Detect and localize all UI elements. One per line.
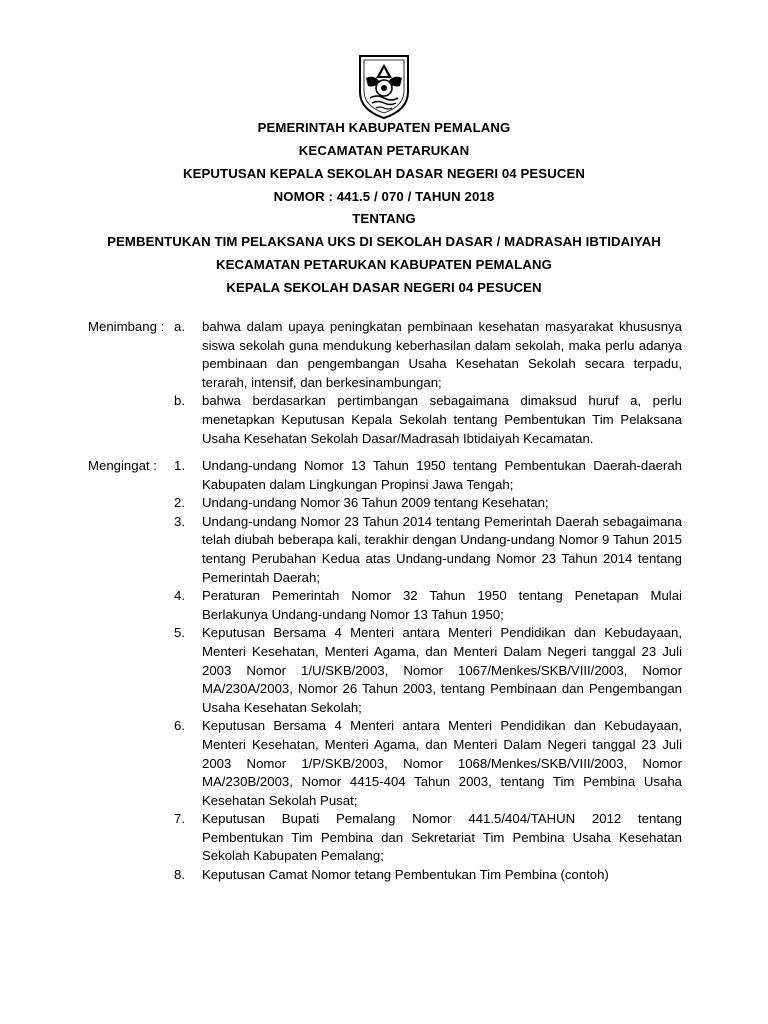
list-item [0,513,768,587]
heading-line-4: NOMOR : 441.5 / 070 / TAHUN 2018 [273,189,495,204]
list-item [0,318,768,392]
list-item [0,392,768,448]
mengingat-list [0,457,768,885]
item-marker: 6. [174,718,185,734]
list-item [0,494,768,513]
item-marker: 3. [174,513,185,529]
heading-line-8: KEPALA SEKOLAH DASAR NEGERI 04 PESUCEN [226,280,542,295]
heading-line-7: KECAMATAN PETARUKAN KABUPATEN PEMALANG [216,257,552,272]
item-text: Peraturan Pemerintah Nomor 32 Tahun 1950 tentang Penetapan Mulai Berlakunya Undang-undang Nomor 13 Tahun 1950; [202,588,682,622]
item-text: bahwa berdasarkan pertimbangan sebagaimana dimaksud huruf a, perlu menetapkan Keputusan Kepala Sekolah tentang Pembentukan Tim Pelaksana Usaha Kesehatan Sekolah Dasar/Madrasah Ibtidaiyah Kecamatan. [202,393,682,446]
menimbang-list [0,318,768,448]
heading-line-2: KECAMATAN PETARUKAN [298,143,470,158]
heading-line-5: TENTANG [352,211,416,226]
item-text: Keputusan Camat Nomor tetang Pembentukan Tim Pembina (contoh) [202,867,609,883]
list-item [0,810,768,866]
list-item [0,717,768,810]
item-text: Undang-undang Nomor 23 Tahun 2014 tentang Pemerintah Daerah sebagaimana telah diubah beberapa kali, terakhir dengan Undang-undang Nomor 9 Tahun 2015 tentang Perubahan Kedua atas Undang-undang Nomor 23 Tahun 2014 tentang Pemerintah Daerah; [202,513,682,585]
list-item [0,866,768,885]
item-text: Keputusan Bersama 4 Menteri antara Menteri Pendidikan dan Kebudayaan, Menteri Kesehatan, Menteri Agama, dan Menteri Dalam Negeri tanggal 23 Juli 2003 Nomor 1/U/SKB/2003, Nomor 1067/Menkes/SKB/VIII/2003, Nomor MA/230A/2003, Nomor 26 Tahun 2003, tentang Pembinaan dan Pengembangan Usaha Kesehatan Sekolah; [202,625,682,715]
menimbang-label: Menimbang : [88,319,165,334]
item-marker: 4. [174,588,185,604]
item-text: Undang-undang Nomor 13 Tahun 1950 tentang Pembentukan Daerah-daerah Kabupaten dalam Lingkungan Propinsi Jawa Tengah; [202,458,682,492]
item-marker: b. [174,393,185,409]
item-text: Undang-undang Nomor 36 Tahun 2009 tentang Kesehatan; [202,495,549,511]
list-item [0,587,768,624]
list-item [0,457,768,494]
heading-line-1: PEMERINTAH KABUPATEN PEMALANG [257,120,511,135]
item-marker: 5. [174,625,185,641]
item-marker: 7. [174,811,185,827]
item-text: Keputusan Bupati Pemalang Nomor 441.5/404/TAHUN 2012 tentang Pembentukan Tim Pembina dan Sekretariat Tim Pembina Usaha Kesehatan Sekolah Kabupaten Pemalang; [202,811,682,864]
item-marker: 8. [174,867,185,883]
item-marker: 2. [174,495,185,511]
item-marker: a. [174,319,185,334]
list-item [0,624,768,717]
heading-line-3: KEPUTUSAN KEPALA SEKOLAH DASAR NEGERI 04 PESUCEN [183,166,585,181]
item-text: Keputusan Bersama 4 Menteri antara Menteri Pendidikan dan Kebudayaan, Menteri Kesehatan, Menteri Agama, dan Menteri Dalam Negeri tanggal 23 Juli 2003 Nomor 1/P/SKB/2003, Nomor 1068/Menkes/SKB/VIII/2003, Nomor MA/230B/2003, Nomor 4415-404 Tahun 2003, tentang Tim Pembina Usaha Kesehatan Sekolah Pusat; [202,718,682,808]
item-marker: 1. [174,458,185,473]
regency-emblem-icon [356,52,412,120]
mengingat-label: Mengingat : [88,458,157,473]
heading-line-6: PEMBENTUKAN TIM PELAKSANA UKS DI SEKOLAH DASAR / MADRASAH IBTIDAIYAH [107,234,661,249]
item-text: bahwa dalam upaya peningkatan pembinaan kesehatan masyarakat khususnya siswa sekolah guna mendukung keberhasilan dalam sekolah, maka perlu adanya pembinaan dan pengembangan Usaha Kesehatan Sekolah secara terpadu, terarah, intensif, dan berkesinambungan; [202,319,682,390]
